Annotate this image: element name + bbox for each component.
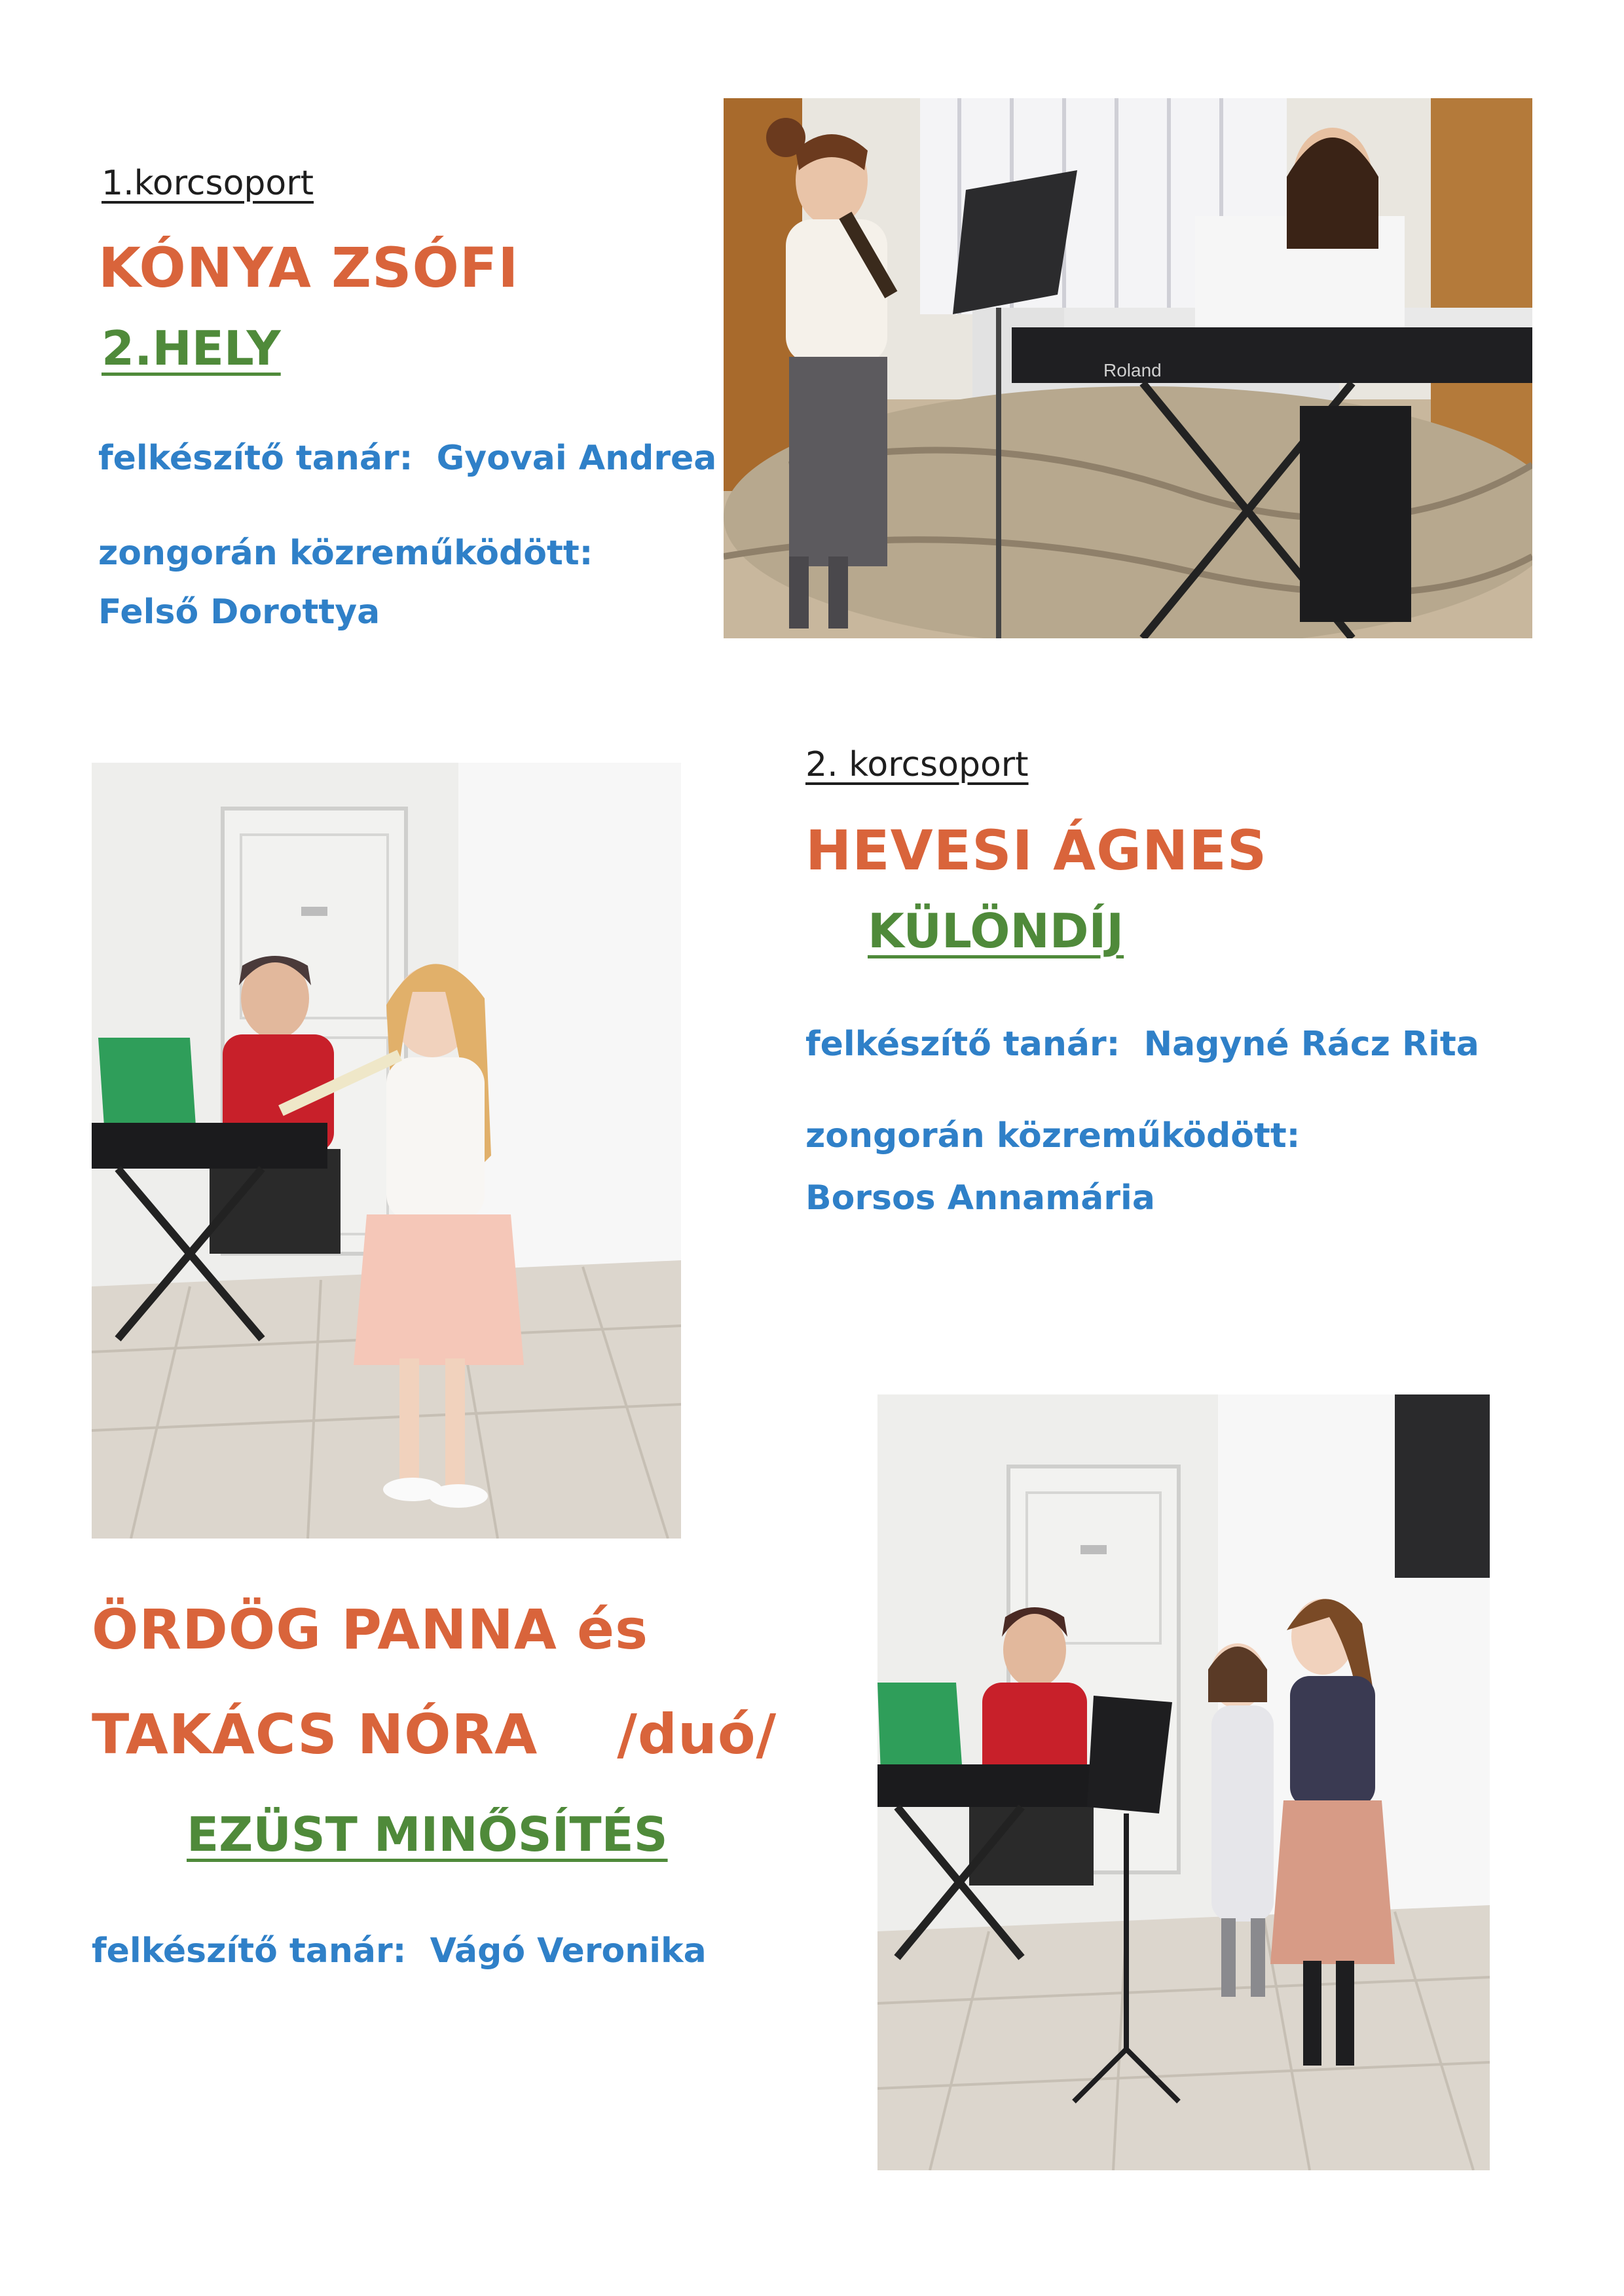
teacher-label: felkészítő tanár:: [92, 1931, 407, 1971]
group-1-heading: 1.korcsoport: [101, 164, 314, 203]
duo-names: TAKÁCS NÓRA: [92, 1702, 538, 1766]
teacher-line-1: [98, 439, 716, 478]
group-2-heading: 2. korcsoport: [805, 745, 1029, 784]
teacher-line-3: [92, 1931, 707, 1971]
photo-recorder-and-piano: [724, 98, 1532, 638]
award-3: EZÜST MINŐSÍTÉS: [187, 1807, 668, 1862]
photo-duo-and-pianist: [877, 1394, 1490, 2170]
piano-label-2: zongorán közreműködött:: [805, 1116, 1301, 1156]
teacher-label: felkészítő tanár:: [805, 1025, 1120, 1064]
award-2: KÜLÖNDÍJ: [868, 903, 1124, 958]
teacher-name: Gyovai Andrea: [436, 439, 717, 478]
teacher-label: felkészítő tanár:: [98, 439, 413, 478]
pianist-1: Felső Dorottya: [98, 592, 380, 632]
teacher-name: Vágó Veronika: [430, 1931, 707, 1971]
pianist-2: Borsos Annamária: [805, 1178, 1155, 1218]
performer-name-1: KÓNYA ZSÓFI: [98, 236, 519, 300]
piano-label-1: zongorán közreműködött:: [98, 534, 593, 573]
performer-name-3-line2: [92, 1702, 777, 1766]
performer-name-2: HEVESI ÁGNES: [805, 818, 1268, 883]
performer-name-3-line1: ÖRDÖG PANNA és: [92, 1597, 649, 1662]
award-1: 2.HELY: [101, 321, 281, 376]
teacher-line-2: [805, 1025, 1479, 1064]
photo-girl-recorder-and-pianist: [92, 763, 681, 1539]
piano-brand-label: Roland: [1103, 360, 1162, 380]
duo-label: /duó/: [617, 1702, 777, 1766]
teacher-name: Nagyné Rácz Rita: [1143, 1025, 1479, 1064]
